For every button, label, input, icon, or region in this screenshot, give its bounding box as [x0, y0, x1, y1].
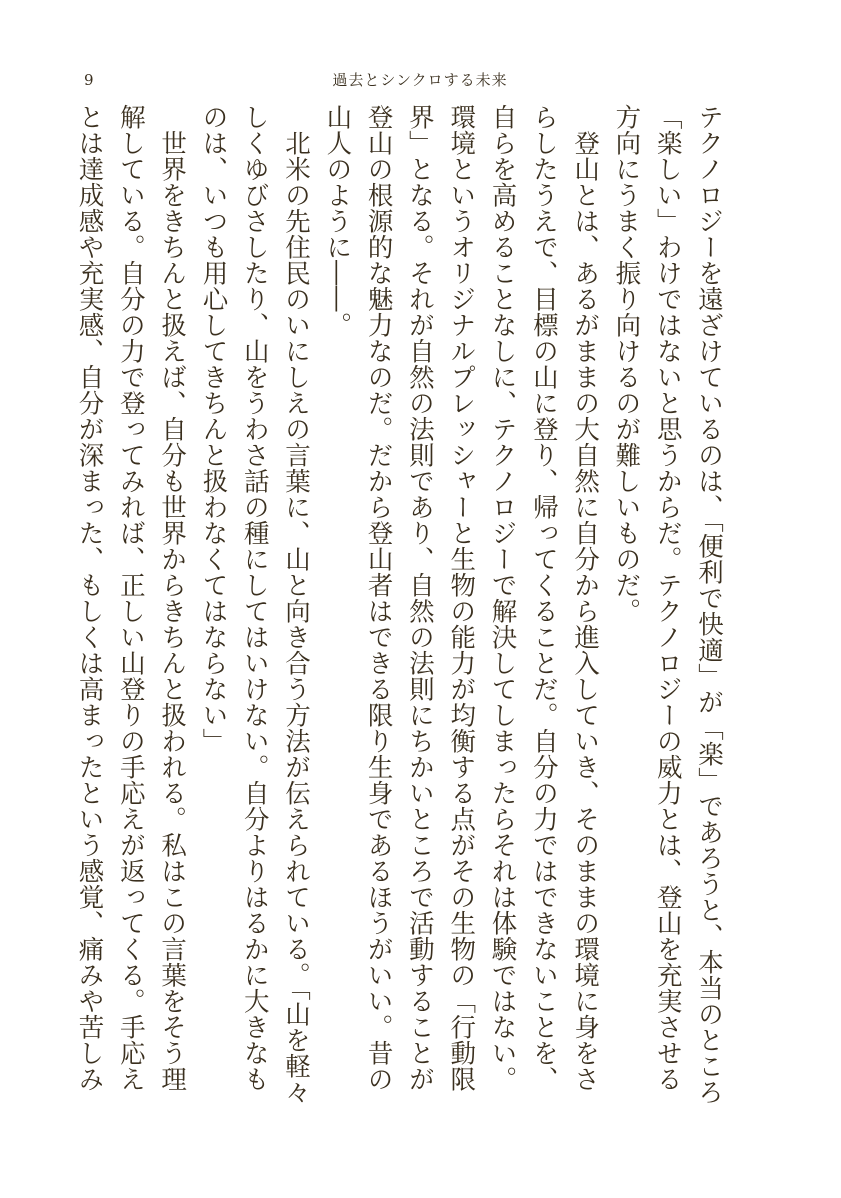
paragraph-2: 登山とは、あるがままの大自然に自分から進入していき、そのままの環境に身をさらしたうえで、目標の山に登り、帰ってくることだ。自分の力ではできないことを、自らを高めることなしに、テクノロジーで解決してしまったらそれは体験ではない。環境というオリジナルプレッシャーと生物の能力が均衡する点がその生物の「行動限界」となる。それが自然の法則であり、自然の法則にちかいところで活動することが登山の根源的な魅力なのだ。だから登山者はできる限り生身であるほうがいい。昔の山人のように――。 — [322, 104, 601, 1092]
vertical-body-text — [74, 104, 729, 1114]
running-title: 過去とシンクロする未来 — [332, 71, 508, 89]
paragraph-1: テクノロジーを遠ざけているのは、「便利で快適」が「楽」であろうと、本当のところ「楽しい」わけではないと思うからだ。テクノロジーの威力とは、登山を充実させる方向にうまく振り向けるのが難しいものだ。 — [611, 104, 724, 1106]
page-number: 9 — [84, 71, 94, 89]
paragraph-3: 北米の先住民のいにしえの言葉に、山と向き合う方法が伝えられている。「山を軽々しくゆびさしたり、山をうわさ話の種にしてはいけない。自分よりはるかに大きなものは、いつも用心してきちんと扱わなくてはならない」 — [198, 104, 312, 1105]
paragraph-4: 世界をきちんと扱えば、自分も世界からきちんと扱われる。私はこの言葉をそう理解している。自分の力で登ってみれば、正しい山登りの手応えが返ってくる。手応えとは達成感や充実感、自分が深まった、もしくは高まったという感覚、痛みや苦しみ — [74, 104, 188, 1092]
page-header — [0, 66, 841, 94]
